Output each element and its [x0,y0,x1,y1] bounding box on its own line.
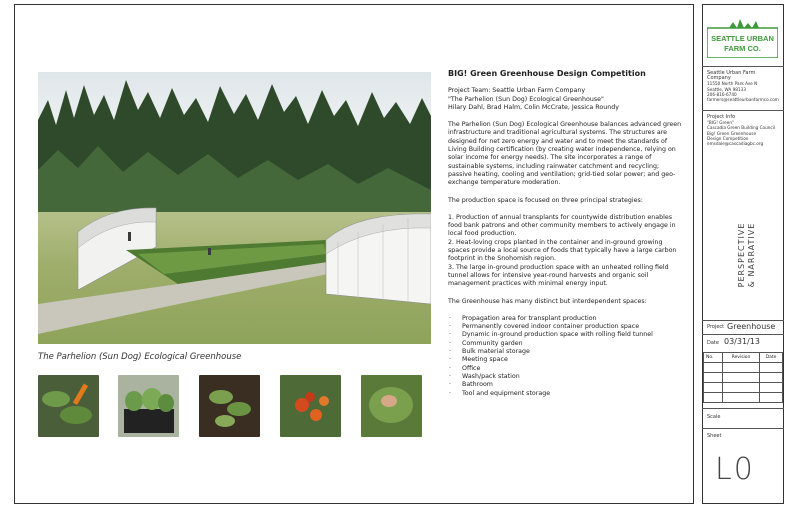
strategy-item: 3. The large in-ground production space with an unheated rolling field tunnel allows for intensive year-round harvests and organic soil management practices with minimal energy input. [448,263,669,288]
competition-title: BIG! Green Greenhouse Design Competition [448,69,646,78]
project-info-line: "BIG! Green" [707,120,734,126]
spaces-list-item: · Propagation area for transplant production [448,315,684,323]
strategy-item: 1. Production of annual transplants for countywide distribution enables food bank patrons and other community members to actively engage in local food production. [448,213,676,238]
project-info-line: Cascadia Green Building Council [707,125,776,131]
company-address1: 11550 North Park Ave N [707,81,758,87]
greenhouse-rendering [38,72,431,344]
harvest-hands-photo [361,375,422,437]
logo-line1: SEATTLE URBAN [711,34,774,43]
divider [702,428,784,429]
spaces-list-item: · Bathroom [448,381,684,389]
sheet-number: L0 [715,452,755,487]
paragraph-strategies-intro: The production space is focused on three principal strategies: [448,196,643,204]
sheet-title-text [737,223,757,288]
sheet-title [727,205,767,305]
spaces-list-item: · Bulk material storage [448,348,684,356]
scale-label: Scale [707,414,721,420]
tomatoes-photo [280,375,341,437]
paragraph-overview: The Parhelion (Sun Dog) Ecological Greenhouse balances advanced green infrastructure and traditional agricultural systems. The structures are designed for net zero energy and water and to meet the standards of Living Building certification (by creating water independence, relying on solar income for energy needs). The site incorporates a range of sustainable systems, including rainwater catchment and recycling; passive heating, cooling and ventilation; grid-tied solar power; and geo-exchange temperature moderation. [448,121,682,187]
company-address2: Seattle, WA 98133 [707,86,746,92]
spaces-list-item: · Meeting space [448,356,684,364]
spaces-list-item: · Tool and equipment storage [448,390,684,398]
transplant-tray-photo [118,375,179,437]
rev-cell [723,393,760,403]
rev-cell [704,393,723,403]
company-phone: 206-816-6740 [707,91,737,97]
project-info-line: Design Competition [707,135,749,141]
rev-header-date: Date [760,353,783,363]
greenhouse-structures [38,72,431,344]
paragraph-spaces-intro: The Greenhouse has many distinct but interdependent spaces: [448,297,647,305]
project-value: Greenhouse [727,322,776,331]
spaces-list-item: · Office [448,365,684,373]
company-info [707,71,779,102]
company-name: Seattle Urban Farm Company [707,70,756,82]
team-label: Project Team: Seattle Urban Farm Company [448,87,586,95]
rev-cell [760,383,783,393]
rev-cell [723,383,760,393]
sheet-title-line1: PERSPECTIVE [737,222,746,288]
sheet-title-line2: & NARRATIVE [747,222,756,288]
revision-table [703,352,783,403]
team-project: "The Parhelion (Sun Dog) Ecological Greenhouse" [448,95,604,103]
divider [702,66,784,67]
rev-cell [760,363,783,373]
divider [702,408,784,409]
date-label: Date [707,340,719,346]
spaces-list-item: · Community garden [448,340,684,348]
rev-header-no: No. [704,353,723,363]
company-email: farmers@seattleurbanfarmco.com [707,97,779,103]
team-members: Hilary Dahl, Brad Halm, Colin McCrate, Jessica Roundy [448,103,619,111]
rev-cell [760,373,783,383]
project-info-line: Big! Green Greenhouse [707,130,757,136]
project-info-line: emsdale@cascadiagbc.org [707,141,764,147]
plant-leaves-photo [199,375,260,437]
strategy-item: 2. Heat-loving crops planted in the container and in-ground growing spaces provide a local source of foods that typically have a large carbon footprint in the Snohomish region. [448,238,677,263]
rev-cell [760,393,783,403]
logo-line2: FARM CO. [724,44,761,53]
divider [702,110,784,111]
date-value: 03/31/13 [724,337,760,346]
project-team [448,87,684,112]
sheet-label: Sheet [707,433,722,439]
rev-cell [704,363,723,373]
hero-caption: The Parhelion (Sun Dog) Ecological Greenhouse [38,352,242,362]
spaces-list-item: · Permanently covered indoor container production space [448,323,684,331]
divider [702,334,784,335]
spaces-list-item: · Dynamic in-ground production space with rolling field tunnel [448,331,684,339]
divider [702,320,784,321]
seedling-photo [38,375,99,437]
spaces-list [448,315,684,398]
project-label: Project [707,324,725,330]
rev-cell [704,383,723,393]
narrative-column [448,70,684,398]
rev-header-revision: Revision [723,353,760,363]
spaces-list-item: · Wash/pack station [448,373,684,381]
rev-cell [723,373,760,383]
strategies [448,214,684,289]
rev-cell [723,363,760,373]
company-logo [707,16,778,58]
rev-cell [704,373,723,383]
project-info [707,115,779,146]
project-info-label: Project Info [707,114,736,120]
